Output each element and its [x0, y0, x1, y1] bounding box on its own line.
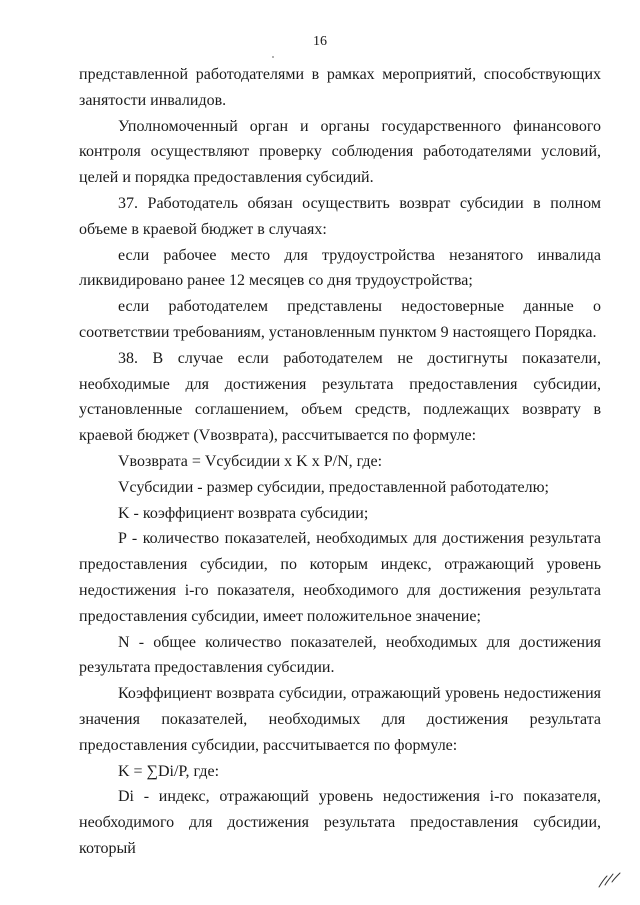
document-body: [79, 62, 601, 862]
paragraph-37: 37. Работодатель обязан осуществить возврат субсидии в полном объеме в краевой бюджет в случаях:: [79, 194, 601, 238]
formula-k: K = ∑Di/P, где:: [118, 762, 220, 780]
paragraph-coefficient: Коэффициент возврата субсидии, отражающий уровень недостижения значения показателей, необходимых для достижения результата предоставления субсидии, рассчитывается по формуле:: [79, 685, 601, 754]
paragraph-control-bodies: Уполномоченный орган и органы государственного финансового контроля осуществляют проверку соблюдения работодателями условий, целей и порядка предоставления субсидий.: [79, 117, 601, 187]
formula-v-return: Vвозврата = Vсубсидии x K x P/N, где:: [118, 452, 383, 470]
initials-signature-mark: [596, 870, 622, 890]
definition-n: N - общее количество показателей, необходимых для достижения результата предоставления субсидии.: [79, 633, 601, 677]
definition-k: K - коэффициент возврата субсидии;: [118, 504, 369, 522]
paragraph-case-false-data: если работодателем представлены недостоверные данные о соответствии требованиям, установленным пунктом 9 настоящего Порядка.: [79, 298, 601, 341]
page-number: 16: [313, 34, 327, 49]
paragraph-38: 38. В случае если работодателем не достигнуты показатели, необходимые для достижения результата предоставления субсидии, установленные соглашением, объем средств, подлежащих возврату в краевой бюджет (Vвозврата), рассчитывается по формуле:: [79, 349, 601, 445]
stray-dot: [272, 56, 274, 58]
paragraph-intro-continuation: представленной работодателями в рамках мероприятий, способствующих занятости инвалидов.: [79, 66, 601, 109]
definition-v-subsidy: Vсубсидии - размер субсидии, предоставленной работодателю;: [118, 478, 549, 496]
definition-di: Di - индекс, отражающий уровень недостижения i-го показателя, необходимого для достижения результата предоставления субсидии, который: [79, 788, 601, 857]
paragraph-case-liquidated: если рабочее место для трудоустройства незанятого инвалида ликвидировано ранее 12 месяцев со дня трудоустройства;: [79, 246, 601, 290]
definition-p: P - количество показателей, необходимых для достижения результата предоставления субсидии, по которым индекс, отражающий уровень недостижения i-го показателя, необходимого для достижения результата предоставления субсидии, имеет положительное значение;: [79, 530, 601, 625]
